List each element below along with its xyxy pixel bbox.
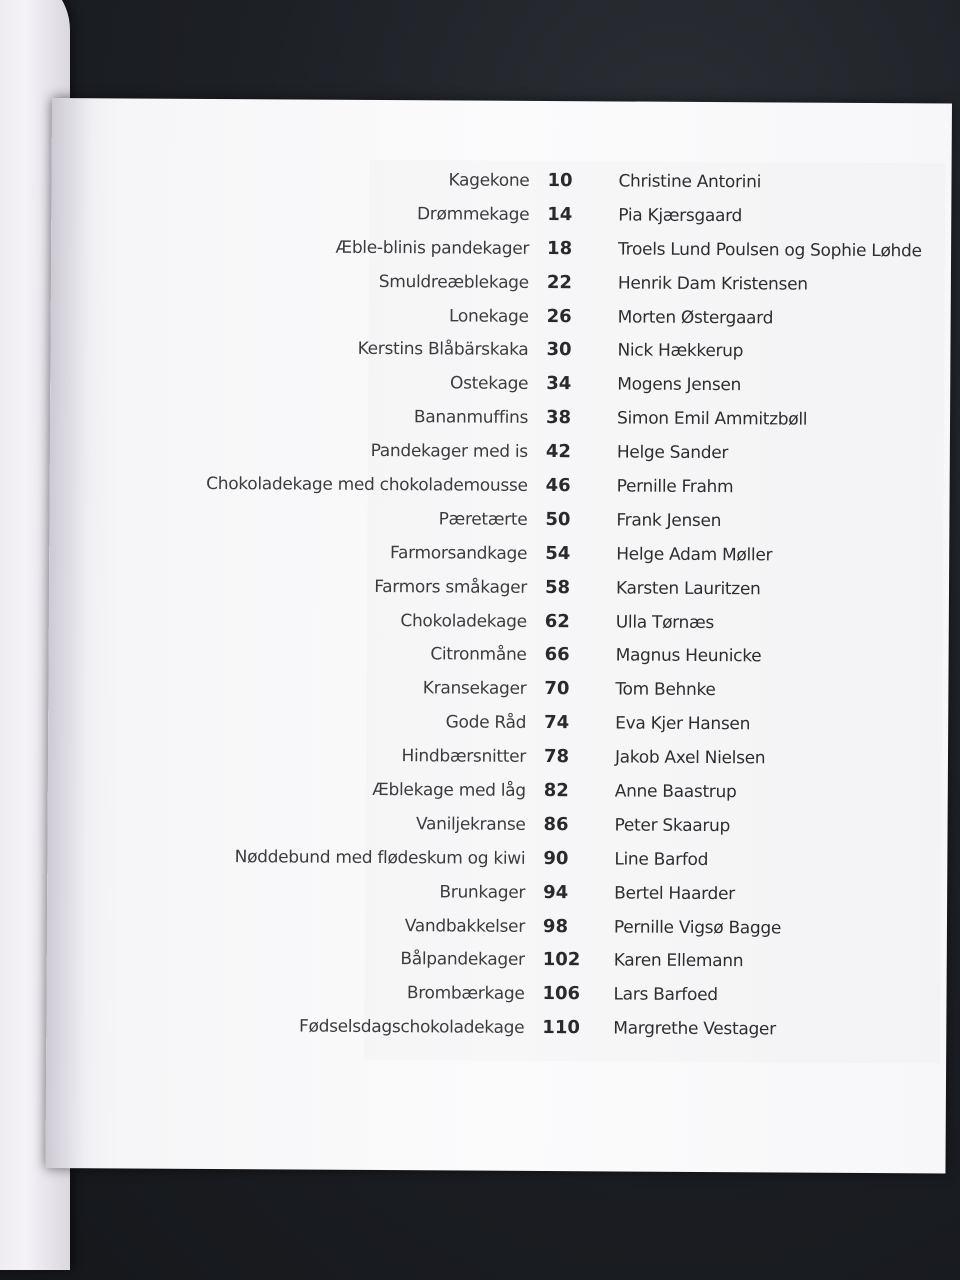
toc-row: [48, 744, 948, 783]
author-name: Ulla Tørnæs: [615, 612, 715, 633]
author-name: Nick Hækkerup: [617, 340, 744, 362]
author-name: Karsten Lauritzen: [615, 578, 761, 600]
recipe-title: Kagekone: [448, 170, 530, 191]
recipe-title: Nøddebund med flødeskum og kiwi: [234, 846, 526, 869]
toc-row: [51, 168, 951, 207]
page-number: 66: [544, 644, 570, 666]
author-name: Lars Barfoed: [613, 984, 718, 1006]
toc-row: [50, 371, 950, 410]
page-number: 50: [545, 508, 571, 531]
author-name: Line Barfod: [614, 849, 709, 870]
toc-row: [50, 405, 950, 444]
recipe-title: Smuldreæblekage: [378, 271, 529, 293]
author-name: Margrethe Vestager: [613, 1018, 776, 1040]
page-number: 34: [546, 373, 572, 395]
page-number: 82: [543, 780, 569, 802]
toc-row: [47, 880, 947, 919]
recipe-title: Æble-blinis pandekager: [335, 237, 530, 259]
toc-row: [48, 676, 948, 715]
recipe-title: Drømmekage: [416, 204, 530, 225]
toc-row: [50, 439, 950, 478]
page-number: 54: [545, 542, 571, 564]
page-number: 110: [542, 1017, 580, 1039]
toc-row: [47, 914, 947, 953]
page-number: 86: [543, 813, 569, 836]
author-name: Pernille Frahm: [616, 476, 734, 498]
toc-row: [47, 947, 947, 986]
author-name: Bertel Haarder: [614, 883, 735, 904]
author-name: Karen Ellemann: [613, 950, 744, 972]
toc-row: [47, 812, 947, 851]
book-page: [45, 98, 952, 1173]
author-name: Troels Lund Poulsen og Sophie Løhde: [618, 239, 922, 262]
recipe-title: Gode Råd: [445, 712, 527, 734]
toc-row: [47, 846, 947, 885]
author-name: Tom Behnke: [615, 679, 716, 701]
toc-row: [49, 507, 949, 546]
author-name: Helge Sander: [616, 442, 729, 464]
table-of-contents: [46, 168, 951, 1055]
recipe-title: Fødselsdagschokoladekage: [298, 1016, 525, 1039]
recipe-title: Farmors småkager: [374, 576, 528, 598]
toc-row: [46, 1015, 946, 1054]
page-number: 90: [543, 847, 569, 869]
page-number: 42: [545, 441, 571, 463]
toc-row: [51, 202, 951, 241]
toc-row: [49, 541, 949, 580]
author-name: Pernille Vigsø Bagge: [613, 917, 782, 939]
author-name: Henrik Dam Kristensen: [617, 273, 808, 295]
page-number: 46: [545, 475, 571, 497]
recipe-title: Vandbakkelser: [404, 915, 526, 937]
page-number: 94: [543, 881, 569, 903]
toc-row: [50, 337, 950, 376]
page-number: 62: [544, 610, 570, 632]
toc-row: [48, 710, 948, 749]
recipe-title: Chokoladekage med chokolademousse: [206, 473, 528, 496]
toc-row: [48, 642, 948, 681]
recipe-title: Pandekager med is: [370, 441, 528, 463]
toc-row: [51, 236, 951, 275]
author-name: Christine Antorini: [618, 171, 762, 193]
recipe-title: Chokoladekage: [400, 610, 527, 632]
page-number: 38: [545, 407, 572, 429]
author-name: Simon Emil Ammitzbøll: [616, 408, 808, 430]
page-number: 78: [543, 746, 570, 768]
author-name: Morten Østergaard: [617, 307, 774, 328]
page-number: 30: [546, 339, 572, 361]
recipe-title: Ostekage: [450, 373, 529, 395]
recipe-title: Bananmuffins: [413, 407, 529, 429]
recipe-title: Bålpandekager: [400, 949, 525, 971]
recipe-title: Brombærkage: [406, 983, 525, 1005]
page-number: 106: [542, 983, 581, 1005]
author-name: Helge Adam Møller: [616, 544, 773, 566]
author-name: Eva Kjer Hansen: [615, 713, 751, 735]
page-number: 98: [542, 915, 569, 937]
author-name: Anne Baastrup: [614, 781, 737, 803]
recipe-title: Farmorsandkage: [390, 542, 528, 564]
toc-row: [49, 575, 949, 614]
author-name: Peter Skaarup: [614, 815, 731, 837]
page-number: 102: [542, 949, 581, 971]
recipe-title: Vaniljekranse: [415, 814, 526, 835]
toc-row: [51, 304, 951, 343]
page-number: 26: [546, 305, 572, 327]
page-number: 22: [546, 271, 573, 293]
recipe-title: Æblekage med låg: [372, 780, 526, 801]
toc-row: [46, 981, 946, 1020]
page-number: 10: [547, 170, 573, 192]
recipe-title: Kerstins Blåbärskaka: [357, 339, 529, 361]
recipe-title: Kransekager: [422, 678, 527, 700]
page-number: 58: [544, 576, 571, 598]
recipe-title: Pæretærte: [438, 509, 528, 530]
recipe-title: Hindbærsnitter: [401, 746, 527, 768]
recipe-title: Brunkager: [439, 882, 526, 903]
recipe-title: Lonekage: [448, 305, 529, 327]
recipe-title: Citronmåne: [430, 644, 527, 666]
page-number: 74: [544, 712, 570, 734]
author-name: Mogens Jensen: [617, 374, 742, 396]
author-name: Pia Kjærsgaard: [618, 205, 743, 227]
page-number: 70: [544, 678, 570, 700]
author-name: Jakob Axel Nielsen: [614, 747, 766, 769]
page-number: 18: [547, 237, 573, 259]
toc-row: [48, 778, 948, 817]
author-name: Frank Jensen: [616, 510, 722, 532]
page-number: 14: [547, 203, 573, 226]
toc-row: [49, 609, 949, 648]
toc-row: [51, 270, 951, 309]
toc-row: [50, 473, 950, 512]
author-name: Magnus Heunicke: [615, 645, 762, 667]
